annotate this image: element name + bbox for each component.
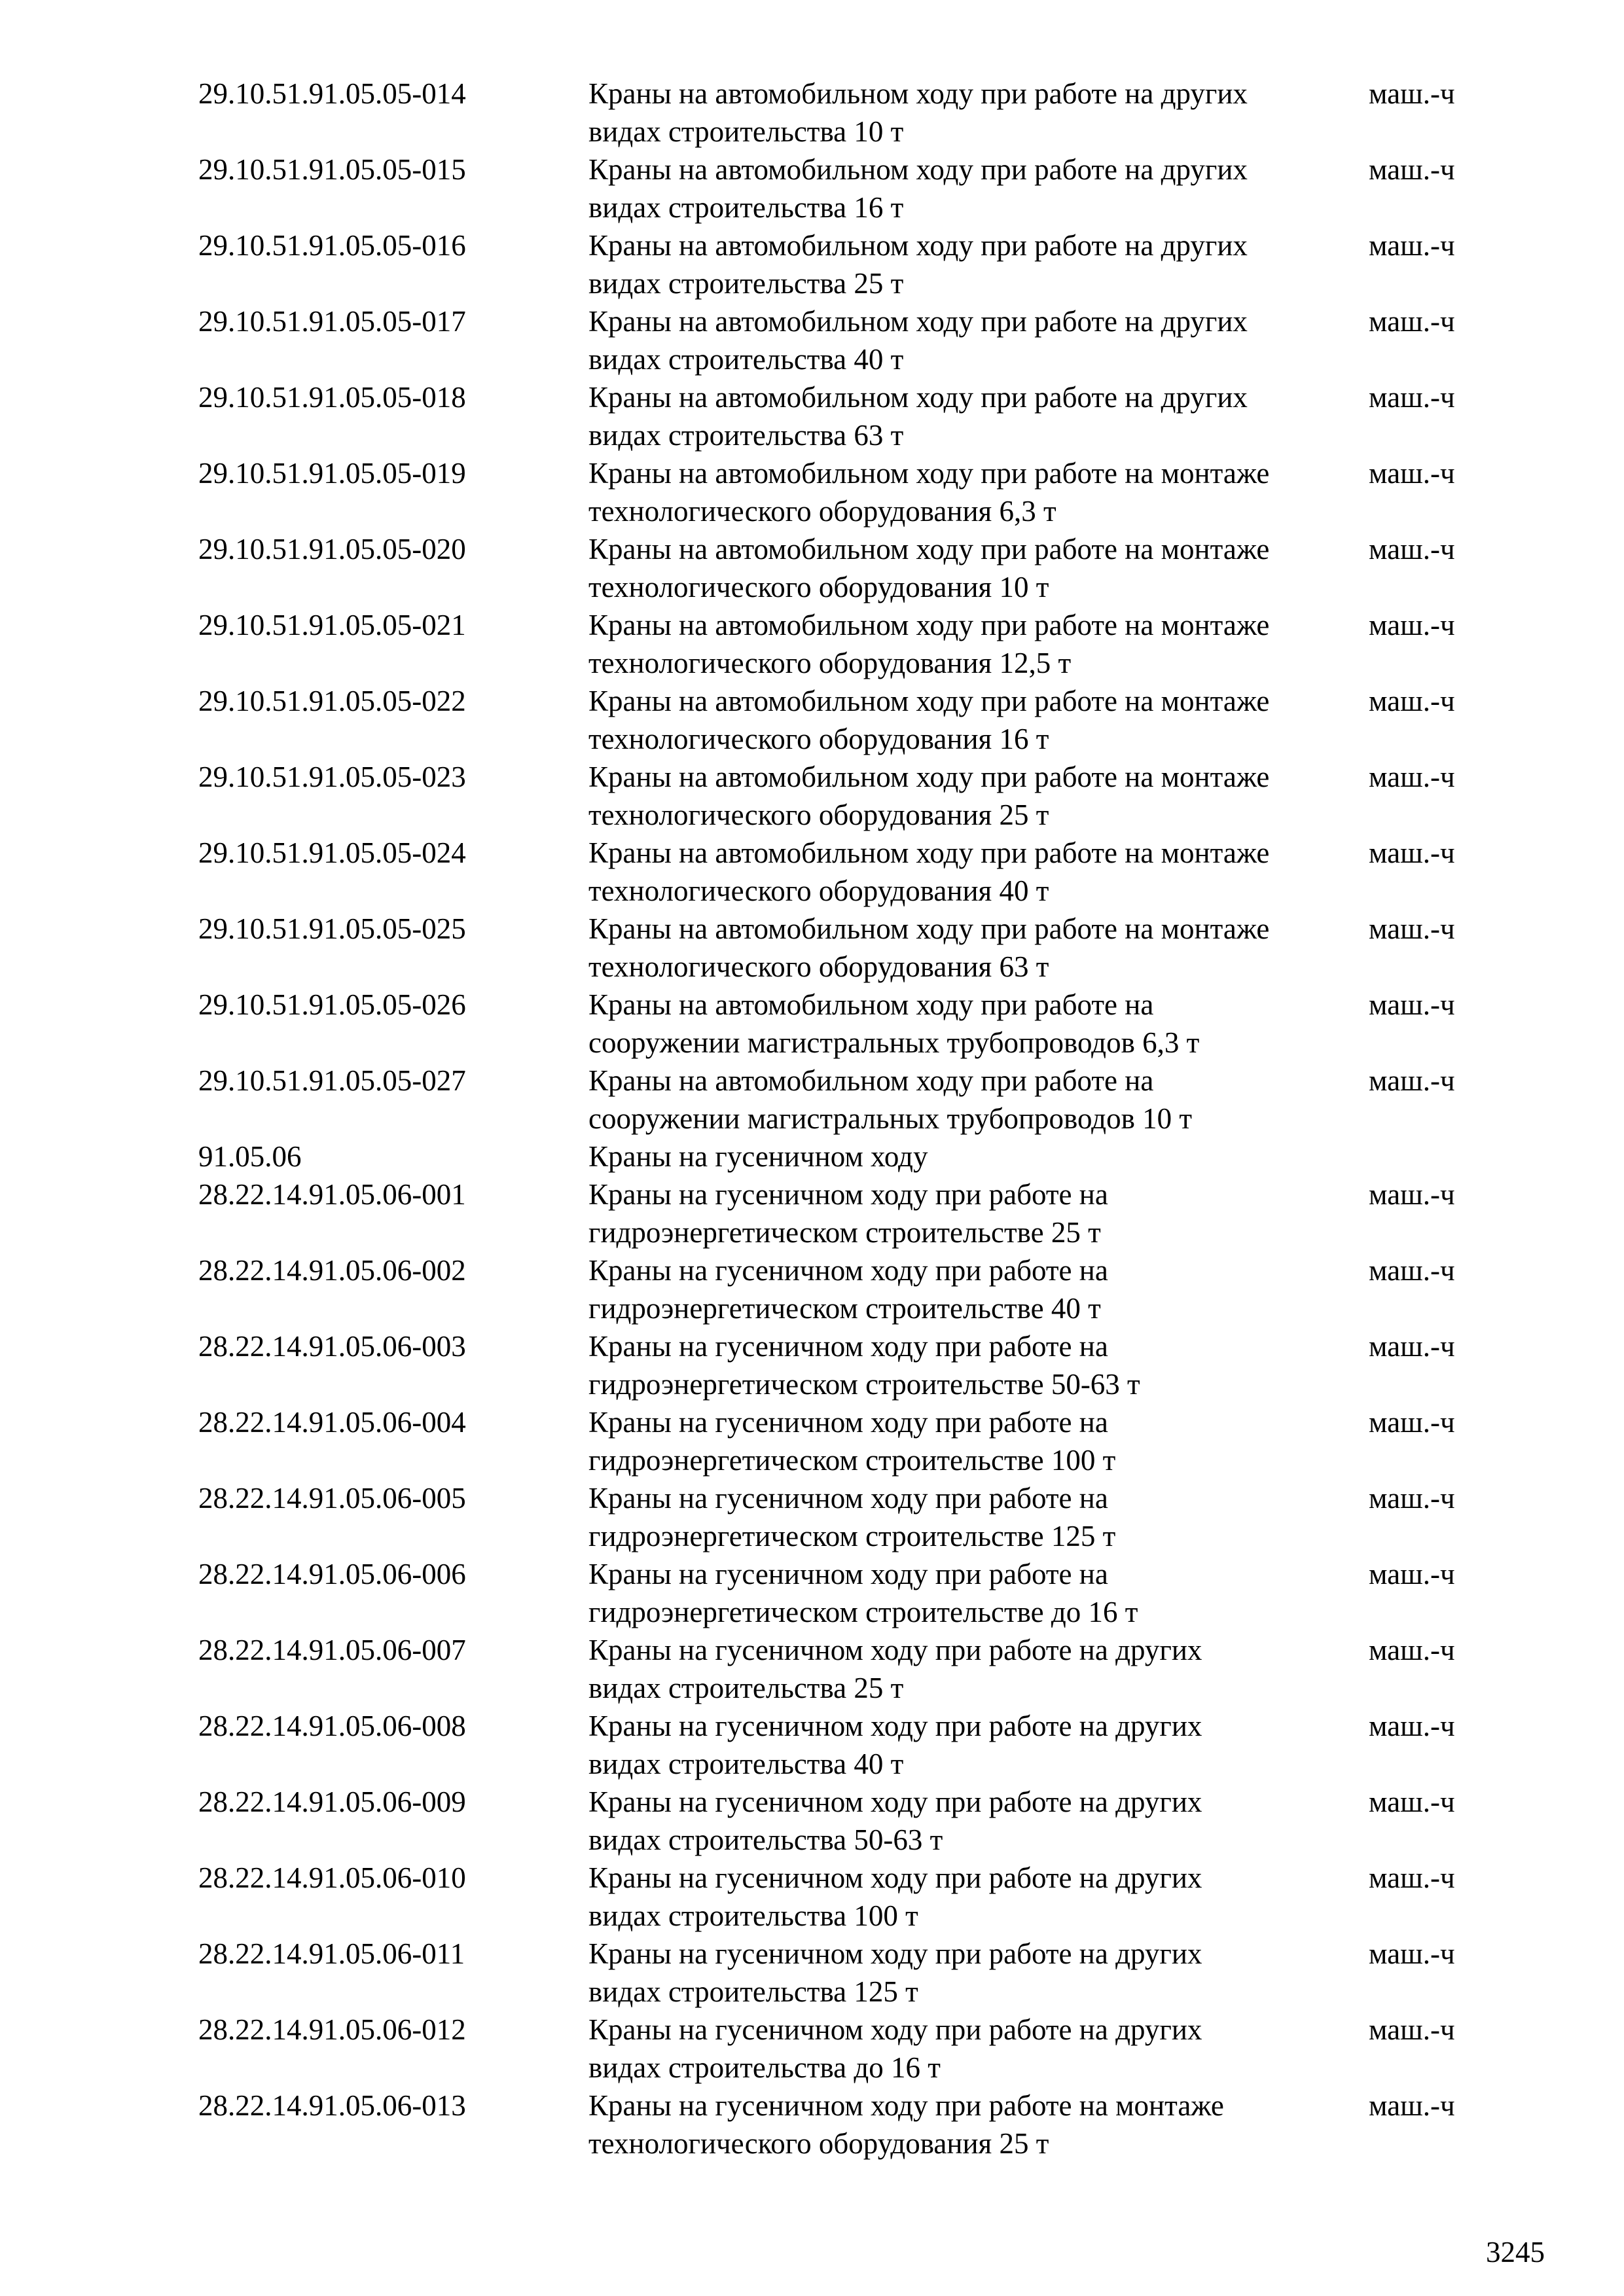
table-row [198, 454, 1507, 530]
unit-of-measure: маш.-ч [1369, 2089, 1455, 2122]
resource-code: 28.22.14.91.05.06-013 [198, 2089, 466, 2122]
resource-name [588, 1859, 1361, 1935]
table-row [198, 758, 1507, 834]
unit-of-measure: маш.-ч [1369, 1634, 1455, 1666]
resource-name-line: видах строительства 25 т [588, 267, 904, 300]
resource-name-line: гидроэнергетическом строительстве 100 т [588, 1444, 1116, 1477]
unit-of-measure: маш.-ч [1369, 1937, 1455, 1970]
resource-name-line: Краны на гусеничном ходу при работе на других [588, 1634, 1202, 1666]
resource-code: 28.22.14.91.05.06-001 [198, 1178, 466, 1211]
table-row [198, 1783, 1507, 1859]
resource-name [588, 1631, 1361, 1707]
resource-name-line: Краны на автомобильном ходу при работе на других [588, 305, 1248, 338]
resource-name-line: Краны на автомобильном ходу при работе на [588, 988, 1154, 1021]
resource-name [588, 530, 1361, 606]
resource-name [588, 2011, 1361, 2087]
resource-name-line: Краны на автомобильном ходу при работе на других [588, 153, 1248, 186]
resource-code: 28.22.14.91.05.06-002 [198, 1254, 466, 1287]
table-row [198, 1479, 1507, 1555]
unit-of-measure: маш.-ч [1369, 381, 1455, 414]
resource-code: 28.22.14.91.05.06-005 [198, 1482, 466, 1515]
resource-code: 29.10.51.91.05.05-027 [198, 1064, 466, 1097]
resource-code: 29.10.51.91.05.05-019 [198, 457, 466, 490]
resource-name [588, 1403, 1361, 1479]
resource-name-line: Краны на автомобильном ходу при работе на монтаже [588, 761, 1270, 793]
resource-name-line: Краны на автомобильном ходу при работе на монтаже [588, 912, 1270, 945]
unit-of-measure: маш.-ч [1369, 609, 1455, 641]
table-row [198, 1175, 1507, 1251]
table-row [198, 1555, 1507, 1631]
resource-name [588, 1251, 1361, 1327]
resource-name-line: Краны на автомобильном ходу при работе на монтаже [588, 836, 1270, 869]
page-number: 3245 [1486, 2236, 1545, 2269]
unit-of-measure: маш.-ч [1369, 153, 1455, 186]
resource-code: 28.22.14.91.05.06-006 [198, 1558, 466, 1590]
unit-of-measure: маш.-ч [1369, 685, 1455, 717]
resource-name [588, 986, 1361, 1062]
resource-name-line: Краны на гусеничном ходу при работе на других [588, 1861, 1202, 1894]
resource-name-line: Краны на автомобильном ходу при работе на других [588, 229, 1248, 262]
unit-of-measure: маш.-ч [1369, 1178, 1455, 1211]
resource-name-line: Краны на гусеничном ходу [588, 1140, 928, 1173]
resource-name-line: Краны на гусеничном ходу при работе на [588, 1254, 1108, 1287]
resource-name-line: гидроэнергетическом строительстве 25 т [588, 1216, 1101, 1249]
resource-name-line: Краны на гусеничном ходу при работе на монтаже [588, 2089, 1224, 2122]
unit-of-measure: маш.-ч [1369, 1785, 1455, 1818]
resource-name-line: видах строительства 10 т [588, 115, 904, 148]
resource-code: 28.22.14.91.05.06-004 [198, 1406, 466, 1439]
resource-name [588, 1783, 1361, 1859]
resource-name-line: Краны на гусеничном ходу при работе на [588, 1178, 1108, 1211]
resource-code: 29.10.51.91.05.05-015 [198, 153, 466, 186]
table-row [198, 151, 1507, 226]
resource-code: 91.05.06 [198, 1140, 302, 1173]
resource-name-line: технологического оборудования 25 т [588, 798, 1049, 831]
unit-of-measure: маш.-ч [1369, 1254, 1455, 1287]
resource-name-line: гидроэнергетическом строительстве 50-63 т [588, 1368, 1140, 1401]
resource-name-line: технологического оборудования 40 т [588, 874, 1049, 907]
resource-name-line: видах строительства 63 т [588, 419, 904, 452]
resource-table [198, 75, 1507, 2162]
resource-code: 28.22.14.91.05.06-008 [198, 1710, 466, 1742]
table-row [198, 1062, 1507, 1138]
table-row [198, 986, 1507, 1062]
resource-name-line: видах строительства 125 т [588, 1975, 918, 2008]
unit-of-measure: маш.-ч [1369, 1861, 1455, 1894]
resource-name-line: видах строительства 40 т [588, 343, 904, 376]
resource-code: 29.10.51.91.05.05-025 [198, 912, 466, 945]
resource-code: 28.22.14.91.05.06-007 [198, 1634, 466, 1666]
table-row [198, 1859, 1507, 1935]
table-row [198, 530, 1507, 606]
resource-code: 29.10.51.91.05.05-014 [198, 77, 466, 110]
resource-code: 29.10.51.91.05.05-023 [198, 761, 466, 793]
resource-name [588, 1479, 1361, 1555]
table-row [198, 910, 1507, 986]
resource-name-line: технологического оборудования 12,5 т [588, 647, 1072, 679]
resource-name [588, 2087, 1361, 2162]
table-row [198, 378, 1507, 454]
resource-name [588, 606, 1361, 682]
resource-name-line: технологического оборудования 10 т [588, 571, 1049, 603]
resource-name-line: гидроэнергетическом строительстве до 16 т [588, 1596, 1138, 1628]
resource-name-line: Краны на автомобильном ходу при работе на монтаже [588, 609, 1270, 641]
resource-code: 29.10.51.91.05.05-017 [198, 305, 466, 338]
resource-name-line: видах строительства 100 т [588, 1899, 918, 1932]
resource-name [588, 302, 1361, 378]
table-row [198, 834, 1507, 910]
table-row [198, 1707, 1507, 1783]
table-row [198, 302, 1507, 378]
unit-of-measure: маш.-ч [1369, 533, 1455, 565]
table-row [198, 226, 1507, 302]
resource-name-line: Краны на гусеничном ходу при работе на других [588, 2013, 1202, 2046]
resource-name [588, 1555, 1361, 1631]
resource-name-line: Краны на гусеничном ходу при работе на [588, 1482, 1108, 1515]
resource-code: 29.10.51.91.05.05-016 [198, 229, 466, 262]
unit-of-measure: маш.-ч [1369, 912, 1455, 945]
unit-of-measure: маш.-ч [1369, 1406, 1455, 1439]
unit-of-measure: маш.-ч [1369, 1710, 1455, 1742]
table-row [198, 682, 1507, 758]
resource-name [588, 682, 1361, 758]
resource-name [588, 454, 1361, 530]
table-row [198, 1327, 1507, 1403]
resource-name [588, 758, 1361, 834]
resource-name-line: Краны на гусеничном ходу при работе на других [588, 1710, 1202, 1742]
resource-name-line: Краны на гусеничном ходу при работе на [588, 1406, 1108, 1439]
resource-name [588, 834, 1361, 910]
resource-name-line: сооружении магистральных трубопроводов 6,3 т [588, 1026, 1200, 1059]
table-row [198, 1403, 1507, 1479]
resource-name-line: Краны на гусеничном ходу при работе на [588, 1330, 1108, 1363]
resource-name-line: технологического оборудования 63 т [588, 950, 1049, 983]
resource-name [588, 1327, 1361, 1403]
resource-name-line: технологического оборудования 16 т [588, 723, 1049, 755]
resource-name-line: Краны на автомобильном ходу при работе на монтаже [588, 457, 1270, 490]
resource-name-line: видах строительства до 16 т [588, 2051, 941, 2084]
resource-name [588, 1707, 1361, 1783]
unit-of-measure: маш.-ч [1369, 1064, 1455, 1097]
resource-code: 29.10.51.91.05.05-026 [198, 988, 466, 1021]
resource-name [588, 1935, 1361, 2011]
resource-name [588, 75, 1361, 151]
resource-name-line: видах строительства 16 т [588, 191, 904, 224]
unit-of-measure: маш.-ч [1369, 836, 1455, 869]
resource-name-line: Краны на гусеничном ходу при работе на других [588, 1937, 1202, 1970]
table-row [198, 606, 1507, 682]
resource-code: 29.10.51.91.05.05-021 [198, 609, 466, 641]
table-row [198, 75, 1507, 151]
unit-of-measure: маш.-ч [1369, 1482, 1455, 1515]
unit-of-measure: маш.-ч [1369, 229, 1455, 262]
table-row [198, 1631, 1507, 1707]
resource-name [588, 1138, 1361, 1175]
unit-of-measure: маш.-ч [1369, 988, 1455, 1021]
unit-of-measure: маш.-ч [1369, 305, 1455, 338]
resource-code: 28.22.14.91.05.06-003 [198, 1330, 466, 1363]
resource-name-line: Краны на гусеничном ходу при работе на [588, 1558, 1108, 1590]
unit-of-measure: маш.-ч [1369, 2013, 1455, 2046]
resource-name-line: Краны на автомобильном ходу при работе на других [588, 381, 1248, 414]
resource-code: 28.22.14.91.05.06-010 [198, 1861, 466, 1894]
resource-name-line: Краны на автомобильном ходу при работе на [588, 1064, 1154, 1097]
resource-code: 28.22.14.91.05.06-012 [198, 2013, 466, 2046]
table-row [198, 2011, 1507, 2087]
unit-of-measure: маш.-ч [1369, 1558, 1455, 1590]
resource-name [588, 151, 1361, 226]
resource-name-line: видах строительства 50-63 т [588, 1823, 943, 1856]
resource-name-line: Краны на гусеничном ходу при работе на других [588, 1785, 1202, 1818]
unit-of-measure: маш.-ч [1369, 1330, 1455, 1363]
resource-code: 29.10.51.91.05.05-022 [198, 685, 466, 717]
resource-name [588, 1062, 1361, 1138]
section-heading-row [198, 1138, 1507, 1175]
resource-code: 28.22.14.91.05.06-011 [198, 1937, 465, 1970]
resource-name [588, 378, 1361, 454]
resource-name-line: гидроэнергетическом строительстве 40 т [588, 1292, 1101, 1325]
resource-name [588, 226, 1361, 302]
table-row [198, 1251, 1507, 1327]
resource-name [588, 1175, 1361, 1251]
resource-name-line: видах строительства 25 т [588, 1672, 904, 1704]
resource-name-line: Краны на автомобильном ходу при работе на других [588, 77, 1248, 110]
resource-code: 29.10.51.91.05.05-018 [198, 381, 466, 414]
unit-of-measure: маш.-ч [1369, 457, 1455, 490]
resource-name-line: видах строительства 40 т [588, 1748, 904, 1780]
resource-name [588, 910, 1361, 986]
resource-name-line: Краны на автомобильном ходу при работе на монтаже [588, 533, 1270, 565]
resource-code: 28.22.14.91.05.06-009 [198, 1785, 466, 1818]
resource-code: 29.10.51.91.05.05-024 [198, 836, 466, 869]
resource-name-line: технологического оборудования 25 т [588, 2127, 1049, 2160]
resource-name-line: сооружении магистральных трубопроводов 10 т [588, 1102, 1192, 1135]
unit-of-measure: маш.-ч [1369, 761, 1455, 793]
table-row [198, 2087, 1507, 2162]
resource-code: 29.10.51.91.05.05-020 [198, 533, 466, 565]
table-row [198, 1935, 1507, 2011]
resource-name-line: Краны на автомобильном ходу при работе на монтаже [588, 685, 1270, 717]
unit-of-measure: маш.-ч [1369, 77, 1455, 110]
resource-name-line: гидроэнергетическом строительстве 125 т [588, 1520, 1116, 1552]
resource-name-line: технологического оборудования 6,3 т [588, 495, 1056, 528]
